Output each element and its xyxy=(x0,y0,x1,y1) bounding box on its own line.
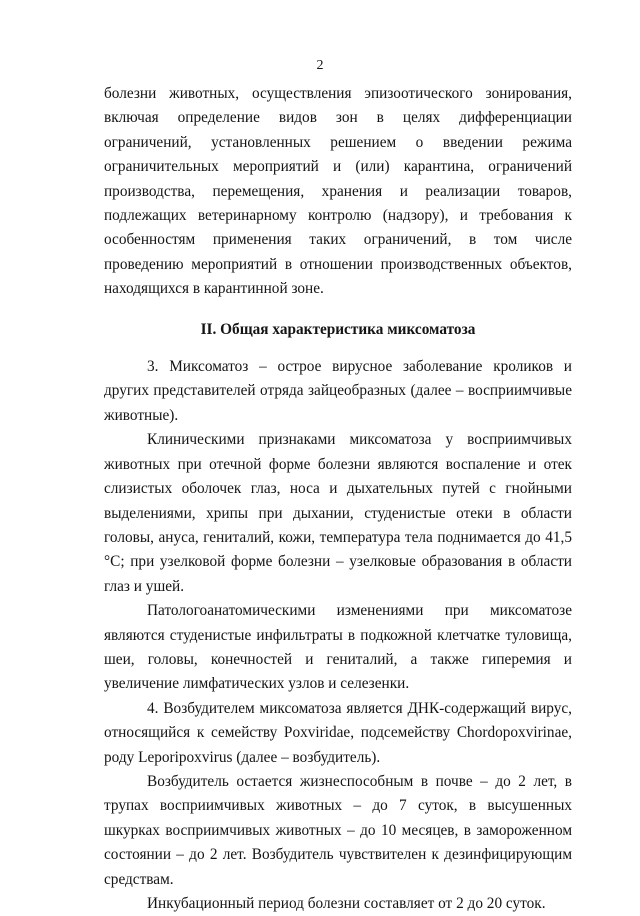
paragraph-item-3: 3. Миксоматоз – острое вирусное заболевание кроликов и других представителей отряда зайцеобразных (далее – восприимчивые животные). xyxy=(104,358,572,424)
paragraph-pathology: Патологоанатомическими изменениями при миксоматозе являются студенистые инфильтраты в подкожной клетчатке туловища, шеи, головы, конечностей и гениталий, а также гиперемия и увеличение лимфатических узлов и селезенки. xyxy=(104,602,572,693)
paragraph-clinical-signs: Клиническими признаками миксоматоза у восприимчивых животных при отечной форме болезни являются воспаление и отек слизистых оболочек глаз, носа и дыхательных путей с гнойными выделениями, хрипы при дыхании, студенистые отеки в области головы, ануса, гениталий, кожи, температура тела поднимается до 41,5 °С; при узелковой форме болезни – узелковые образования в области глаз и ушей. xyxy=(104,431,572,595)
paragraph-pathogen-viability: Возбудитель остается жизнеспособным в почве – до 2 лет, в трупах восприимчивых животных – до 7 суток, в высушенных шкурках восприимчивых животных – до 10 месяцев, в замороженном состоянии – до 2 лет. Возбудитель чувствителен к дезинфицирующим средствам. xyxy=(104,772,572,888)
section-title: II. Общая характеристика миксоматоза xyxy=(200,320,476,338)
opening-paragraph: болезни животных, осуществления эпизоотического зонирования, включая определение видов зон в целях дифференциации ограничений, установленных решением о введении режима ограничительных мероприятий и (или) карантина, ограничений производства, перемещения, хранения и реализации товаров, подлежащих ветеринарному контролю (надзору), и требования к особенностям применения таких ограничений, в том числе проведению мероприятий в отношении производственных объектов, находящихся в карантинной зоне. xyxy=(104,85,572,298)
paragraph-item-4: 4. Возбудителем миксоматоза является ДНК-содержащий вирус, относящийся к семейству Poxviridae, подсемейству Chordopoxvirinae, роду Leporipoxvirus (далее – возбудитель). xyxy=(104,699,572,766)
paragraph-incubation: Инкубационный период болезни составляет от 2 до 20 суток. xyxy=(147,895,546,912)
document-body xyxy=(104,82,572,916)
page-number: 2 xyxy=(316,58,324,73)
